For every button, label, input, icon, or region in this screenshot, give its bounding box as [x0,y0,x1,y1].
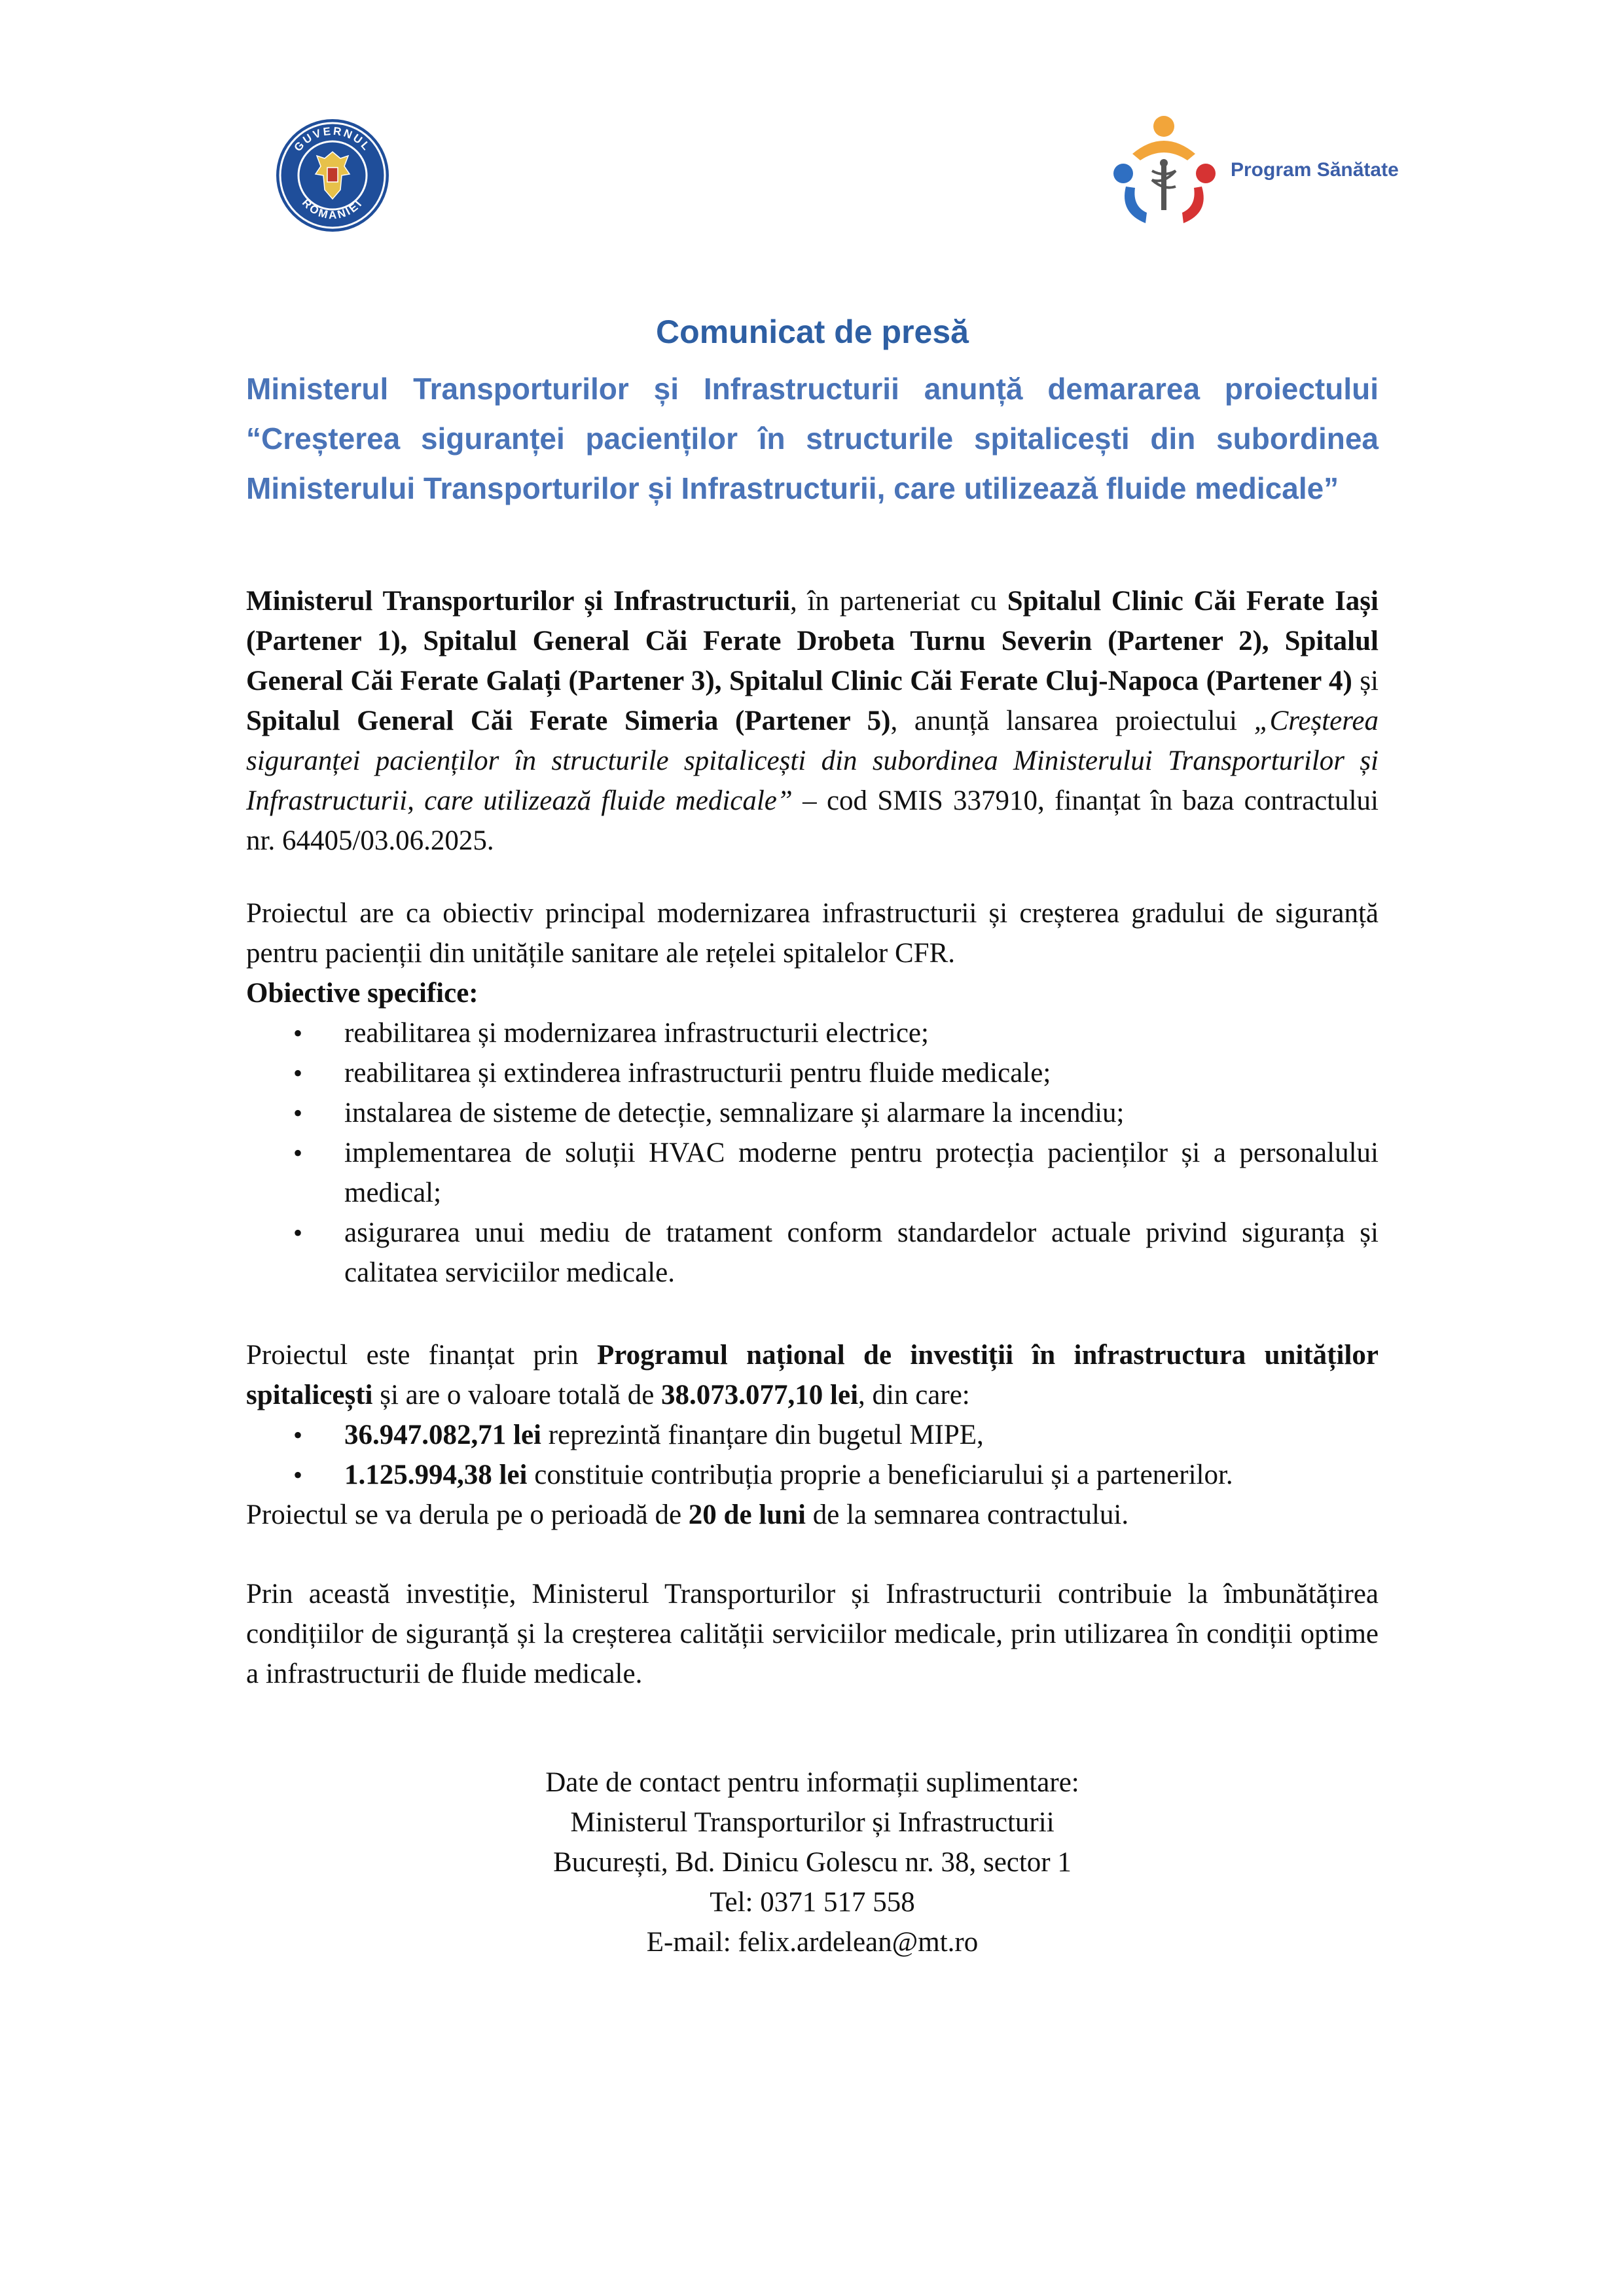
specific-objectives-label: Obiective specifice: [246,978,478,1009]
list-item: • instalarea de sisteme de detecție, semnalizare și alarmare la incendiu; [246,1093,1379,1133]
contact-phone: Tel: 0371 517 558 [710,1887,915,1918]
funding-text-3: , din care: [858,1380,970,1410]
duration-line [246,1495,1379,1535]
objective-main: Proiectul are ca obiectiv principal modernizarea infrastructurii și creșterea gradului de siguranță pentru pacienții din unitățile sanitare ale rețelei spitalelor CFR. [246,898,1379,969]
program-logo-label: Program Sănătate [1231,159,1399,181]
program-sanatate-logo [1106,108,1420,232]
intro-text-3: , anunță lansarea proiectului [890,706,1254,736]
list-item: • reabilitarea și extinderea infrastructurii pentru fluide medicale; [246,1053,1379,1093]
funding-amount: 1.125.994,38 lei [344,1460,528,1490]
funding-amount: 36.947.082,71 lei [344,1420,541,1450]
svg-text:ROMÂNIEI: ROMÂNIEI [299,196,366,222]
list-item: • reabilitarea și modernizarea infrastructurii electrice; [246,1013,1379,1053]
list-item [246,1415,1379,1455]
partners-list: Spitalul Clinic Căi Ferate Iași (Partener 1), Spitalul General Căi Ferate Drobeta Turnu Severin (Partener 2), Spitalul General Căi Ferate Galați (Partener 3), Spitalul Clinic Căi Ferate Cluj-Napoca (Partener 4) [246,586,1379,696]
funding-total: 38.073.077,10 lei [661,1380,859,1410]
funding-program: Programul național de investiții în infrastructura unităților spitalicești [246,1340,1379,1410]
contact-block [246,1763,1379,1962]
funding-paragraph [246,1335,1379,1415]
page-subtitle: Ministerul Transporturilor și Infrastructurii anunță demararea proiectului “Creșterea siguranței pacienților în structurile spitalicești din subordinea Ministerului Transporturilor și Infrastructurii, care utilizează fluide medicale” [246,372,1379,505]
intro-text-2: și [1352,666,1379,696]
intro-text-1: , în parteneriat cu [789,586,1007,617]
duration-text-2: de la semnarea contractului. [806,1499,1129,1530]
duration-value: 20 de luni [688,1499,806,1530]
contact-heading: Date de contact pentru informații suplimentare: [545,1767,1079,1798]
project-name: „Creșterea siguranței pacienților în structurile spitalicești din subordinea Ministerului Transporturilor și Infrastructurii, care utilizează fluide medicale” [246,706,1379,816]
list-item [246,1455,1379,1495]
guvernul-romaniei-seal-icon [275,118,390,233]
contact-org: Ministerul Transporturilor și Infrastructurii [570,1807,1055,1838]
conclusion-paragraph: Prin această investiție, Ministerul Transporturilor și Infrastructurii contribuie la îmbunătățirea condițiilor de siguranță și la creșterea calității serviciilor medicale, prin utilizarea în condiții optime a infrastructurii de fluide medicale. [246,1579,1379,1689]
funding-amount-text: reprezintă finanțare din bugetul MIPE, [541,1420,984,1450]
intro-text-4: – cod SMIS 337910, finanțat în baza contractului nr. 64405/03.06.2025. [246,785,1379,856]
specific-objectives-list [246,1013,1379,1293]
program-sanatate-people-icon [1106,108,1224,232]
funding-text-2: și are o valoare totală de [372,1380,662,1410]
funding-amount-text: constituie contribuția proprie a beneficiarului și a partenerilor. [527,1460,1233,1490]
page-title: Comunicat de presă [656,314,969,350]
partner-5: Spitalul General Căi Ferate Simeria (Partener 5) [246,706,891,736]
intro-paragraph [246,581,1379,861]
funding-text-1: Proiectul este finanțat prin [246,1340,597,1371]
list-item: • implementarea de soluții HVAC moderne pentru protecția pacienților și a personalului medical; [246,1133,1379,1213]
objectives-section [246,893,1379,1293]
funding-breakdown-list [246,1415,1379,1495]
ministry-name: Ministerul Transporturilor și Infrastructurii [246,586,790,617]
contact-email: E-mail: felix.ardelean@mt.ro [646,1927,979,1958]
list-item: • asigurarea unui mediu de tratament conform standardelor actuale privind siguranța și calitatea serviciilor medicale. [246,1213,1379,1293]
funding-section [246,1335,1379,1535]
duration-text-1: Proiectul se va derula pe o perioadă de [246,1499,689,1530]
contact-address: București, Bd. Dinicu Golescu nr. 38, sector 1 [553,1847,1072,1878]
svg-text:GUVERNUL: GUVERNUL [291,124,374,154]
